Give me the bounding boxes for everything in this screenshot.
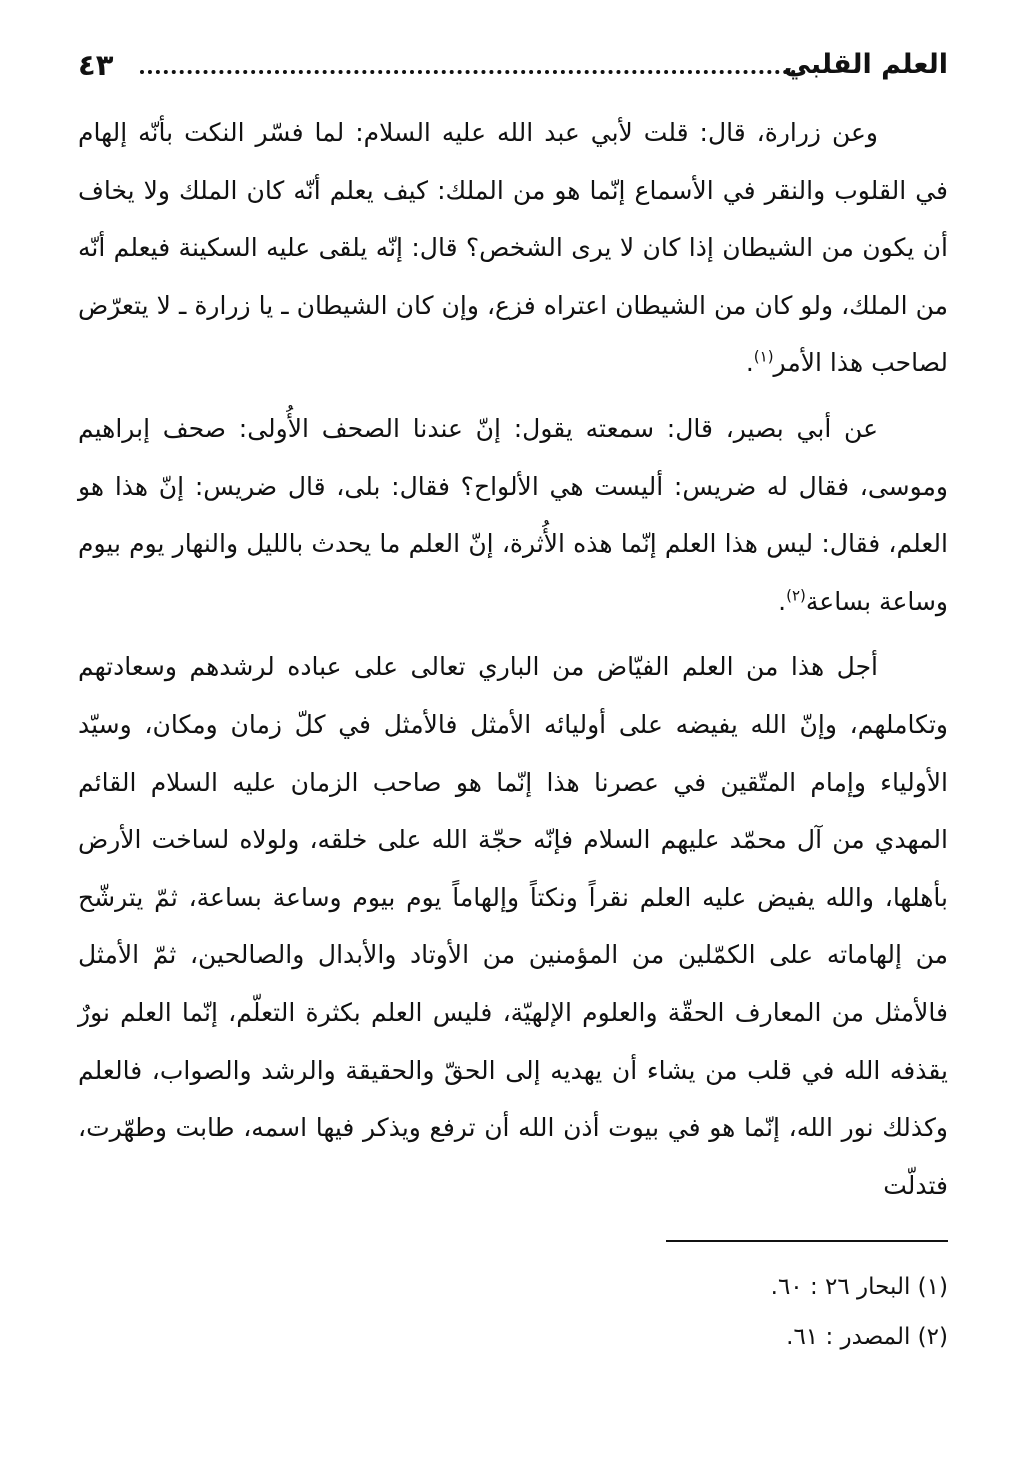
footnotes [248,1262,948,1362]
footnote: (١) البحار ٢٦ : ٦٠. [770,1274,948,1300]
footnote-reference: (١) [753,348,774,367]
paragraph-text: أجل هذا من العلم الفيّاض من الباري تعالى على عباده لرشدهم وسعادتهم وتكاملهم، وإنّ الله يفيضه على أوليائه الأمثل فالأمثل في كلّ زمان ومكان، وسيّد الأولياء وإمام المتّقين في عصرنا هذا إنّما هو صاحب الزمان عليه السلام القائم المهدي من آل محمّد عليهم السلام فإنّه حجّة الله على خلقه، ولولاه لساخت الأرض بأهلها، والله يفيض عليه العلم نقراً ونكتاً وإلهاماً يوم بيوم وساعة بساعة، ثمّ يترشّح من إلهاماته على الكمّلين من المؤمنين من الأوتاد والأبدال والصالحين، ثمّ الأمثل فالأمثل من المعارف الحقّة والعلوم الإلهيّة، فليس العلم بكثرة التعلّم، إنّما العلم نورٌ يقذفه الله في قلب من يشاء أن يهديه إلى الحقّ والحقيقة والرشد والصواب، فالعلم وكذلك نور الله، إنّما هو في بيوت أذن الله أن ترفع ويذكر فيها اسمه، طابت وطهّرت، فتدلّت [78,652,948,1200]
paragraph [78,400,948,630]
paragraph-text: وعن زرارة، قال: قلت لأبي عبد الله عليه السلام: لما فسّر النكت بأنّه إلهام في القلوب والنقر في الأسماع إنّما هو من الملك: كيف يعلم أنّه كان الملك ولا يخاف أن يكون من الشيطان إذا كان لا يرى الشخص؟ قال: إنّه يلقى عليه السكينة فيعلم أنّه من الملك، ولو كان من الشيطان اعتراه فزع، وإن كان الشيطان ـ يا زرارة ـ لا يتعرّض لصاحب هذا الأمر [78,118,948,378]
running-header [78,40,948,90]
footnote-reference: (٢) [786,586,806,605]
paragraph-end: . [745,348,754,378]
dotted-leader [140,70,796,74]
paragraph-end: . [778,586,787,616]
footnote: (٢) المصدر : ٦١. [786,1324,948,1350]
paragraph-text: عن أبي بصير، قال: سمعته يقول: إنّ عندنا الصحف الأُولى: صحف إبراهيم وموسى، فقال له ضريس: أليست هي الألواح؟ فقال: بلى، قال ضريس: إنّ هذا هو العلم، فقال: ليس هذا العلم إنّما هذه الأُثرة، إنّ العلم ما يحدث بالليل والنهار يوم بيوم وساعة بساعة [78,413,948,616]
paragraph [78,104,948,392]
footnote-separator [666,1240,948,1242]
paragraph [78,638,948,1214]
page-number: ٤٣ [78,48,114,82]
chapter-title: العلم القلبي [783,49,948,80]
main-text [78,104,948,1214]
